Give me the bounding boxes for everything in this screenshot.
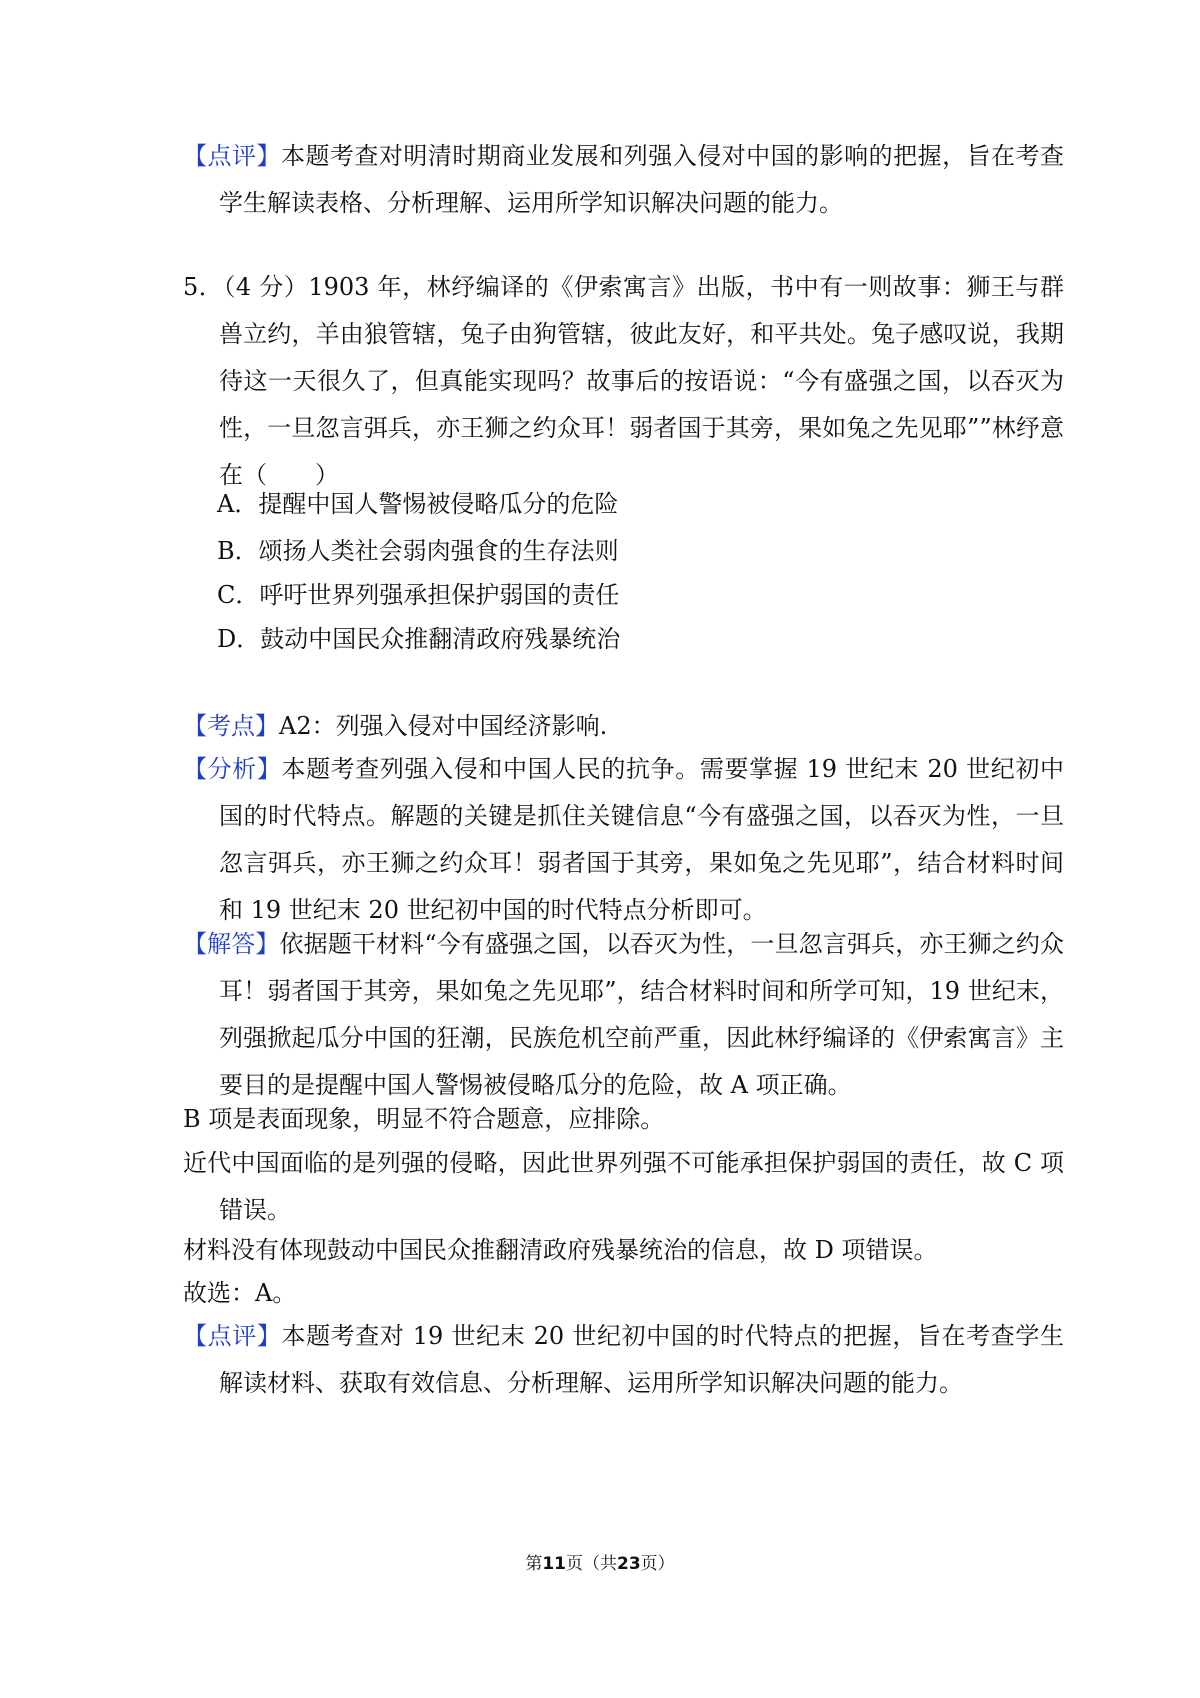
option-c: C．呼吁世界列强承担保护弱国的责任	[217, 581, 620, 609]
answer-line: 故选：A。	[183, 1279, 297, 1307]
question-number: 5．	[183, 273, 224, 301]
comment-tag: 【点评】	[183, 1322, 282, 1350]
option-d: D．鼓动中国民众推翻清政府残暴统治	[217, 625, 621, 653]
jieda-paragraph	[183, 921, 1064, 1109]
jieda-line-c: 近代中国面临的是列强的侵略，因此世界列强不可能承担保护弱国的责任，故 C 项错误。	[183, 1149, 1064, 1224]
kaodian-paragraph	[183, 703, 1064, 750]
fenxi-text: 本题考查列强入侵和中国人民的抗争。需要掌握 19 世纪末 20 世纪初中国的时代特点。解题的关键是抓住关键信息“今有盛强之国，以吞灭为性，一旦忽言弭兵，亦王狮之约众耳！弱者国于其旁，果如兔之先见耶”，结合材料时间和 19 世纪末 20 世纪初中国的时代特点分析即可。	[219, 755, 1065, 924]
jieda-line-d: 材料没有体现鼓动中国民众推翻清政府残暴统治的信息，故 D 项错误。	[183, 1236, 938, 1264]
prev-comment-paragraph	[183, 133, 1064, 227]
page-footer	[0, 1552, 1200, 1576]
comment-text: 本题考查对 19 世纪末 20 世纪初中国的时代特点的把握，旨在考查学生解读材料、获取有效信息、分析理解、运用所学知识解决问题的能力。	[219, 1322, 1065, 1397]
jieda-tag: 【解答】	[183, 930, 280, 958]
fenxi-tag: 【分析】	[183, 755, 282, 783]
footer-page-number: 11	[542, 1554, 566, 1574]
prev-comment-text: 本题考查对明清时期商业发展和列强入侵对中国的影响的把握，旨在考查学生解读表格、分析理解、运用所学知识解决问题的能力。	[219, 142, 1065, 217]
question-score: （4 分）	[223, 273, 309, 301]
footer-suffix: 页）	[640, 1554, 675, 1574]
fenxi-paragraph	[183, 746, 1064, 934]
option-b: B．颂扬人类社会弱肉强食的生存法则	[217, 537, 619, 565]
jieda-text: 依据题干材料“今有盛强之国，以吞灭为性，一旦忽言弭兵，亦王狮之约众耳！弱者国于其旁，果如兔之先见耶”，结合材料时间和所学可知，19 世纪末，列强掀起瓜分中国的狂潮，民族危机空前严重，因此林纾编译的《伊索寓言》主要目的是提醒中国人警惕被侵略瓜分的危险，故 A 项正确。	[219, 930, 1064, 1099]
jieda-line-b: B 项是表面现象，明显不符合题意，应排除。	[183, 1105, 665, 1133]
question-text: 1903 年，林纾编译的《伊索寓言》出版，书中有一则故事：狮王与群兽立约，羊由狼管辖，兔子由狗管辖，彼此友好，和平共处。兔子感叹说，我期待这一天很久了，但真能实现吗？故事后的按语说：“今有盛强之国，以吞灭为性，一旦忽言弭兵，亦王狮之约众耳！弱者国于其旁，果如兔之先见耶””林纾意在（ ）	[219, 273, 1064, 489]
footer-middle: 页（共	[566, 1554, 617, 1574]
comment-paragraph	[183, 1313, 1064, 1407]
kaodian-text: A2：列强入侵对中国经济影响.	[279, 712, 608, 740]
option-a: A．提醒中国人警惕被侵略瓜分的危险	[217, 490, 619, 518]
prev-comment-tag: 【点评】	[183, 142, 281, 170]
question-stem	[183, 264, 1064, 499]
footer-prefix: 第	[525, 1554, 543, 1574]
footer-total-pages: 23	[617, 1554, 641, 1574]
kaodian-tag: 【考点】	[183, 712, 279, 740]
